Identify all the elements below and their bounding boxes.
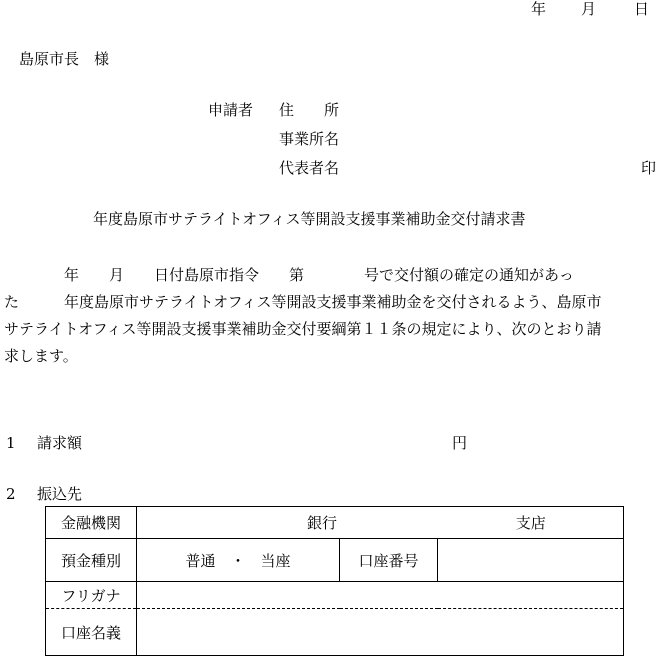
applicant-label: 申請者 bbox=[208, 101, 254, 119]
item2-number: 2 bbox=[6, 485, 16, 503]
addressee: 島原市長 様 bbox=[19, 50, 110, 68]
body-line: サテライトオフィス等開設支援事業補助金交付要綱第１１条の規定により、次のとおり請 bbox=[4, 320, 602, 338]
body-line: 年 月 日付島原市指令 第 号で交付額の確定の通知があっ bbox=[4, 266, 574, 284]
account-name-field[interactable] bbox=[137, 609, 624, 656]
body-line: た 年度島原市サテライトオフィス等開設支援事業補助金を交付されるよう、島原市 bbox=[4, 293, 602, 311]
account-name-label: 口座名義 bbox=[46, 609, 137, 656]
account-number-field[interactable] bbox=[438, 539, 624, 582]
document-title: 年度島原市サテライトオフィス等開設支援事業補助金交付請求書 bbox=[93, 210, 526, 228]
representative-label: 代表者名 bbox=[279, 159, 340, 177]
body-paragraph bbox=[4, 262, 668, 370]
institution-label: 金融機関 bbox=[46, 507, 137, 539]
table-row bbox=[46, 582, 624, 609]
bank-suffix: 銀行 bbox=[307, 514, 338, 532]
table-row bbox=[46, 507, 624, 539]
deposit-type-label: 預金種別 bbox=[46, 539, 137, 582]
amount-unit: 円 bbox=[452, 434, 468, 452]
account-number-label: 口座番号 bbox=[340, 539, 438, 582]
institution-field[interactable] bbox=[137, 507, 624, 539]
table-row bbox=[46, 609, 624, 656]
seal-mark: 印 bbox=[641, 159, 657, 177]
deposit-type-options[interactable]: 普通 ・ 当座 bbox=[137, 539, 340, 582]
item1-label: 請求額 bbox=[37, 434, 83, 452]
item1-number: 1 bbox=[6, 434, 16, 452]
body-line: 求します。 bbox=[4, 347, 78, 365]
table-row bbox=[46, 539, 624, 582]
item2-label: 振込先 bbox=[37, 485, 83, 503]
furigana-field[interactable] bbox=[137, 582, 624, 609]
date-day: 日 bbox=[634, 0, 650, 18]
date-year: 年 bbox=[531, 0, 547, 18]
address-label: 住 所 bbox=[279, 101, 340, 119]
office-name-label: 事業所名 bbox=[279, 130, 340, 148]
bank-transfer-table bbox=[45, 506, 624, 656]
branch-suffix: 支店 bbox=[515, 514, 546, 532]
date-month: 月 bbox=[581, 0, 597, 18]
furigana-label: フリガナ bbox=[46, 582, 137, 609]
